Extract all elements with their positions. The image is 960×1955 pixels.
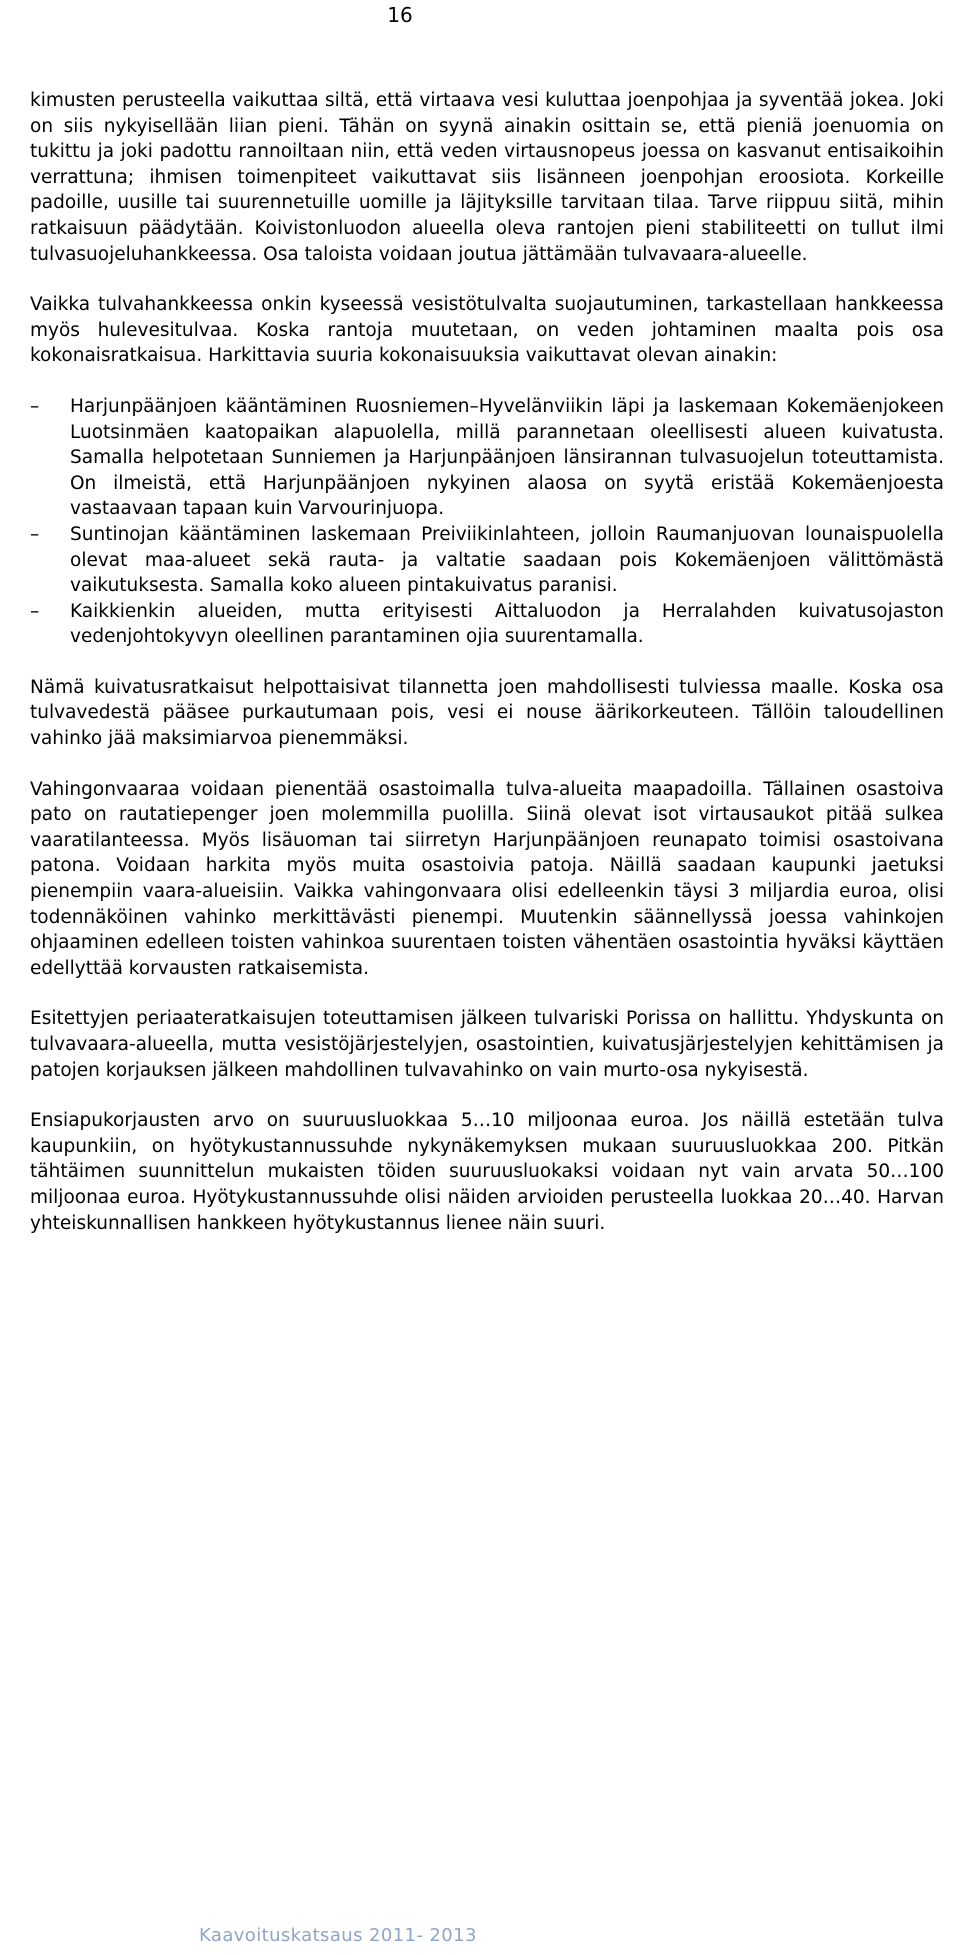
paragraph-compartmentalization: Vahingonvaaraa voidaan pienentää osastoimalla tulva-alueita maapadoilla. Tällainen osastoiva pato on rautatiepenger joen molemmilla puolilla. Siinä olevat isot virtausaukot pitää sulkea vaaratilanteessa. Myös lisäuoman tai siirretyn Harjunpäänjoen reunapato toimisi osastoivana patona. Voidaan harkita myös muita osastoivia patoja. Näillä saadaan kaupunki jaetuksi pienempiin vaara-alueisiin. Vaikka vahingonvaara olisi edelleenkin täysi 3 miljardia euroa, olisi todennäköinen vahinko merkittävästi pienempi. Muutenkin säännellyssä joessa vahinkojen ohjaaminen edelleen toisten vahinkoa suurentaen toisten vähentäen osastointia hyväksi käyttäen edellyttää korvausten ratkaisemista. (30, 778, 944, 979)
paragraph-stormwater-intro: Vaikka tulvahankkeessa onkin kyseessä vesistötulvalta suojautuminen, tarkastellaan hankkeessa myös hulevesitulvaa. Koska rantoja muutetaan, on veden johtaminen maalta pois osa kokonaisratkaisua. Harkittavia suuria kokonaisuuksia vaikuttavat olevan ainakin: (30, 294, 944, 367)
document-body (30, 88, 944, 1261)
page-number: 16 (387, 3, 413, 27)
list-item-text: Harjunpäänjoen kääntäminen Ruosniemen–Hyvelänviikin läpi ja laskemaan Kokemäenjokeen Luotsinmäen kaatopaikan alapuolella, millä parannetaan oleellisesti alueen kuivatusta. Samalla helpotetaan Sunniemen ja Harjunpäänjoen länsirannan tulvasuojelun toteuttamista. On ilmeistä, että Harjunpäänjoen nykyinen alaosa on syytä eristää Kokemäenjoesta vastaavaan tapaan kuin Varvourinjuopa. (70, 395, 944, 520)
list-dash: – (30, 600, 40, 622)
list-item-text: Suntinojan kääntäminen laskemaan Preiviikinlahteen, jolloin Raumanjuovan lounaispuolella olevat maa-alueet sekä rauta- ja valtatie saadaan pois Kokemäenjoen välittömästä vaikutuksesta. Samalla koko alueen pintakuivatus paranisi. (70, 523, 944, 597)
drainage-measures-list (30, 394, 944, 650)
list-item (30, 599, 944, 650)
list-item (30, 394, 944, 522)
paragraph-drainage-benefits: Nämä kuivatusratkaisut helpottaisivat tilannetta joen mahdollisesti tulviessa maalle. Koska osa tulvavedestä pääsee purkautumaan pois, vesi ei nouse äärikorkeuteen. Tällöin taloudellinen vahinko jää maksimiarvoa pienemmäksi. (30, 676, 944, 750)
list-dash: – (30, 523, 40, 545)
paragraph-flood-risk-managed: Esitettyjen periaateratkaisujen toteuttamisen jälkeen tulvariski Porissa on hallittu. Yhdyskunta on tulvavaara-alueella, mutta vesistöjärjestelyjen, osastointien, kuivatusjärjestelyjen kehittämisen ja patojen korjauksen jälkeen mahdollinen tulvavahinko on vain murto-osa nykyisestä. (30, 1008, 944, 1081)
paragraph-cost-benefit: Ensiapukorjausten arvo on suuruusluokkaa 5…10 miljoonaa euroa. Jos näillä estetään tulva kaupunkiin, on hyötykustannussuhde nykynäkemyksen mukaan suuruusluokkaa 200. Pitkän tähtäimen suunnittelun mukaisten töiden suuruusluokaksi voidaan nyt vain arvata 50…100 miljoonaa euroa. Hyötykustannussuhde olisi näiden arvioiden perusteella luokkaa 20…40. Harvan yhteiskunnallisen hankkeen hyötykustannus lienee näin suuri. (30, 1110, 944, 1234)
paragraph-river-erosion: kimusten perusteella vaikuttaa siltä, että virtaava vesi kuluttaa joenpohjaa ja syventää jokea. Joki on siis nykyisellään liian pieni. Tähän on syynä ainakin osittain se, että pieniä joenuomia on tukittu ja joki padottu rannoiltaan niin, että veden virtausnopeus joessa on kasvanut entisaikoihin verrattuna; ihmisen toimenpiteet vaikuttavat siis lisänneen joenpohjan eroosiota. Korkeille padoille, uusille tai suurennetuille uomille ja läjityksille tarvitaan tilaa. Tarve riippuu siitä, mihin ratkaisuun päädytään. Koivistonluodon alueella oleva rantojen pieni stabiliteetti on tullut ilmi tulvasuojeluhankkeessa. Osa taloista voidaan joutua jättämään tulvavaara-alueelle. (30, 90, 944, 265)
list-item (30, 522, 944, 599)
footer-title: Kaavoituskatsaus 2011- 2013 (199, 1925, 477, 1946)
list-dash: – (30, 395, 40, 417)
list-item-text: Kaikkienkin alueiden, mutta erityisesti Aittaluodon ja Herralahden kuivatusojaston vedenjohtokyvyn oleellinen parantaminen ojia suurentamalla. (70, 600, 944, 648)
